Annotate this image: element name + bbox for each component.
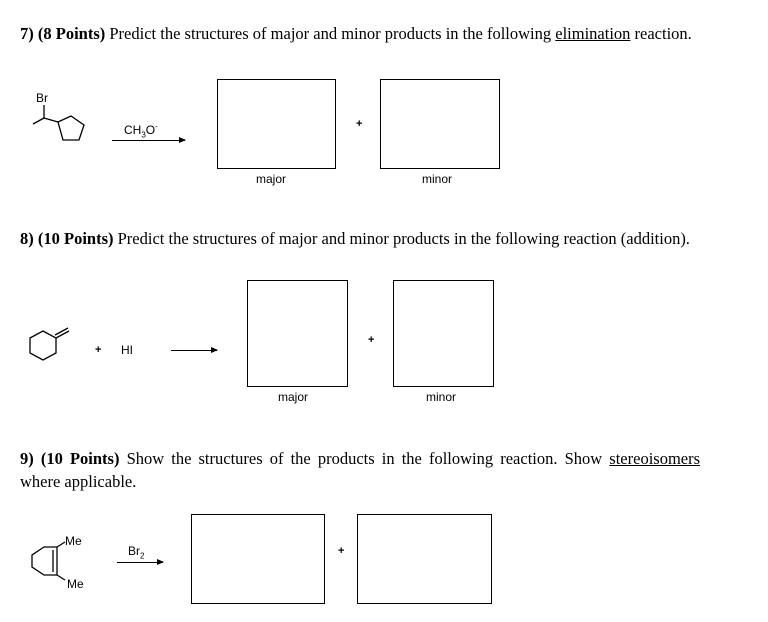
q8-major-answer-box[interactable] bbox=[247, 280, 348, 387]
question-7-text bbox=[20, 22, 700, 45]
q7-cyclopentane-ring bbox=[58, 116, 84, 140]
q7-minor-label: minor bbox=[422, 172, 453, 186]
q9-reagent: $Br_2$ bbox=[128, 544, 145, 561]
q7-points: (8 Points) bbox=[37, 24, 106, 43]
q7-reactant-structure bbox=[30, 90, 100, 160]
q8-minor-answer-box[interactable] bbox=[393, 280, 494, 387]
q9-methyl-bond-bottom bbox=[57, 575, 65, 580]
q9-methyl-top-label: Me bbox=[65, 534, 82, 548]
q9-text: Show the structures of the products in the following reaction. Show bbox=[126, 449, 603, 468]
q9-plus: + bbox=[338, 545, 345, 557]
q8-reaction-arrow bbox=[171, 350, 217, 351]
q8-cyclohexane-ring bbox=[30, 331, 56, 360]
question-9-text bbox=[20, 447, 700, 493]
q7-bond bbox=[44, 118, 58, 122]
q8-reagent: HI bbox=[121, 343, 133, 357]
q8-number: 8) bbox=[20, 229, 34, 248]
q8-double-bond-inner bbox=[55, 328, 68, 335]
q9-product-1-answer-box[interactable] bbox=[191, 514, 325, 604]
q9-methyl-bottom-label: Me bbox=[67, 577, 84, 591]
q7-reaction-arrow bbox=[112, 140, 185, 141]
q8-points: (10 Points) bbox=[37, 229, 114, 248]
q7-bromo-label: Br bbox=[36, 91, 48, 105]
q8-plus-reagent: + bbox=[95, 344, 102, 356]
q7-underlined-word: elimination bbox=[555, 24, 631, 43]
q7-reagent: $CH_3O^-$ bbox=[124, 122, 158, 140]
q7-plus: + bbox=[356, 118, 363, 130]
q9-product-2-answer-box[interactable] bbox=[357, 514, 492, 604]
q9-reaction-arrow bbox=[117, 562, 163, 563]
q7-text: Predict the structures of major and minor products in the following bbox=[109, 24, 552, 43]
q9-underlined-word: stereoisomers bbox=[609, 449, 701, 468]
q8-text: Predict the structures of major and minor products in the following reaction (addition). bbox=[117, 229, 690, 248]
q8-plus: + bbox=[368, 334, 375, 346]
q9-number: 9) bbox=[20, 449, 34, 468]
q9-points: (10 Points) bbox=[40, 449, 120, 468]
q8-double-bond bbox=[56, 331, 69, 338]
q7-minor-answer-box[interactable] bbox=[380, 79, 500, 169]
q7-major-answer-box[interactable] bbox=[217, 79, 336, 169]
q7-bond bbox=[33, 118, 44, 124]
q8-minor-label: minor bbox=[426, 390, 457, 404]
q8-reactant-structure bbox=[18, 325, 78, 375]
question-8-text bbox=[20, 227, 700, 250]
q9-reactant-structure bbox=[22, 533, 97, 593]
q9-text-end: where applicable. bbox=[20, 472, 137, 491]
q7-major-label: major bbox=[256, 172, 287, 186]
q8-major-label: major bbox=[278, 390, 309, 404]
q7-number: 7) bbox=[20, 24, 34, 43]
q7-text-end: reaction. bbox=[634, 24, 692, 43]
q9-methyl-bond-top bbox=[57, 542, 65, 547]
